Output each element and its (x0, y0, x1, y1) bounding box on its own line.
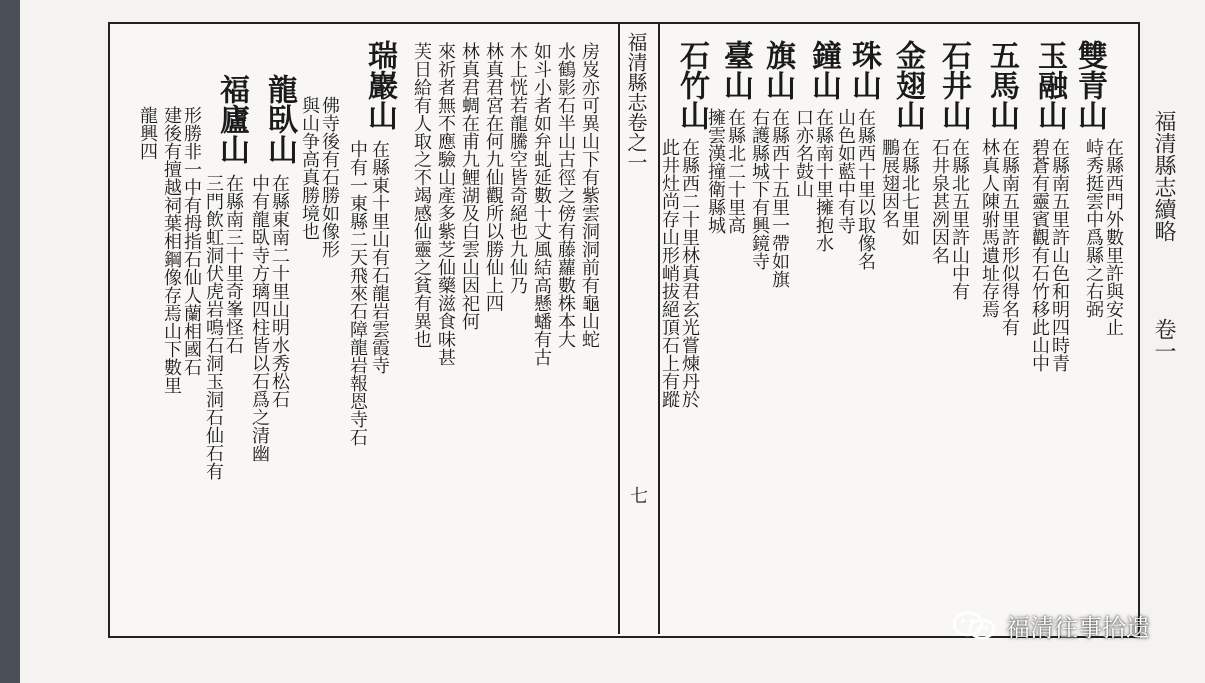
entry-text: 中有一東縣二天飛來石障龍岩報恩寺石 (347, 140, 368, 446)
entry-name: 石竹山 (674, 40, 709, 130)
entry-text: 林真人陳驸馬遺址存焉 (979, 138, 1000, 318)
text-column: 與山争高真勝境也 (299, 96, 320, 240)
entry-text: 在縣東南二十里山明水秀松石 (269, 174, 290, 408)
entry-text: 此井灶尚存山形峭拔絕頂石上有蹤 (659, 138, 680, 408)
entry-text: 在縣北五里許山中有 (949, 138, 970, 300)
entry-name: 珠山 (846, 40, 881, 100)
margin-title: 福清縣志續略 (1151, 110, 1176, 242)
entry-name: 鐘山 (806, 40, 841, 100)
entry-name: 瑞巖山 (362, 40, 397, 130)
entry-name: 石井山 (936, 40, 971, 130)
center-title: 福清縣志卷之一 (624, 32, 648, 172)
text-column: 房岌亦可異山下有紫雲洞洞前有龜山蛇 (579, 42, 600, 348)
entry-text: 鵬展翅因名 (879, 138, 900, 228)
entry-name: 雙青山 (1072, 40, 1107, 130)
entry-text: 在縣南十里擁抱水 (813, 108, 834, 252)
text-column: 形勝非一中有拇指石仙人蘭相國石 (181, 106, 202, 376)
entry-name: 旗山 (760, 40, 795, 100)
page-number: 七 (627, 486, 648, 504)
text-column: 林真君宮在何九仙觀所以勝仙上四 (483, 42, 504, 312)
entry-text: 在縣北七里如 (899, 138, 920, 246)
entry-text: 中有龍臥寺方璃四柱皆以石爲之清幽 (249, 174, 270, 462)
document-page (20, 0, 1205, 683)
watermark (950, 608, 1150, 643)
watermark-text: 福清往事拾遗 (1006, 614, 1150, 642)
entry-name: 金翅山 (890, 40, 925, 130)
entry-text: 在縣西十五里一帶如旗 (769, 108, 790, 288)
center-divider-left (618, 22, 620, 634)
entry-text: 在縣南五里許山色和明四時青 (1049, 138, 1070, 372)
entry-text: 在縣西十里以取像名 (855, 108, 876, 270)
text-column: 如斗小者如弁虬延數十丈風結高懸蟠有古 (531, 42, 552, 366)
entry-name: 龍臥山 (262, 74, 297, 164)
entry-text: 右護縣城下有興鏡寺 (749, 108, 770, 270)
entry-text: 在縣西門外數里許與安止 (1103, 138, 1124, 336)
text-column: 建後有擅越祠葉相鋼像存焉山下數里 (161, 106, 182, 394)
viewer-left-bar (0, 0, 20, 683)
entry-text: 在縣西二十里林真君玄光嘗煉丹於 (679, 138, 700, 408)
text-column: 水鶴影石半山古徑之傍有藤蘿數株本大 (555, 42, 576, 348)
entry-text: 在縣南三十里奇峯怪石 (223, 174, 244, 354)
entry-name: 玉融山 (1032, 40, 1067, 130)
entry-text: 在縣北二十里高 (725, 108, 746, 234)
entry-text: 碧蒼有靈賓觀有石竹移此山中 (1029, 138, 1050, 372)
text-column: 木上恍若龍騰空皆奇絕也九仙乃 (507, 42, 528, 294)
margin-volume: 卷一 (1151, 318, 1176, 362)
text-column: 林真君蜩在甫九鯉湖及白雲山因祀何 (459, 42, 480, 330)
text-column: 佛寺後有石勝如像形 (319, 96, 340, 258)
chat-bubbles-icon (950, 610, 998, 642)
entry-text: 山色如藍中有寺 (835, 108, 856, 234)
entry-text: 在縣東十里山有石龍岩雲霞寺 (369, 140, 390, 374)
text-column: 龍興四 (137, 106, 158, 160)
entry-name: 福廬山 (214, 74, 249, 164)
entry-name: 五馬山 (984, 40, 1019, 130)
text-column: 來祈者無不應驗山產多紫芝仙藥滋食味甚 (435, 42, 456, 366)
entry-text: 三門飲虹洞伏虎岩鳴石洞玉洞石仙石有 (203, 174, 224, 480)
entry-text: 石井泉甚冽因名 (929, 138, 950, 264)
entry-text: 擁雲漢撞衛縣城 (705, 108, 726, 234)
entry-text: 在縣南五里許形似得名有 (999, 138, 1020, 336)
entry-text: 口亦名鼓山 (793, 108, 814, 198)
text-column: 芙日給有人取之不竭感仙靈之貧有異也 (411, 42, 432, 348)
entry-text: 峙秀挺雲中爲縣之右弼 (1083, 138, 1104, 318)
entry-name: 臺山 (718, 40, 753, 100)
